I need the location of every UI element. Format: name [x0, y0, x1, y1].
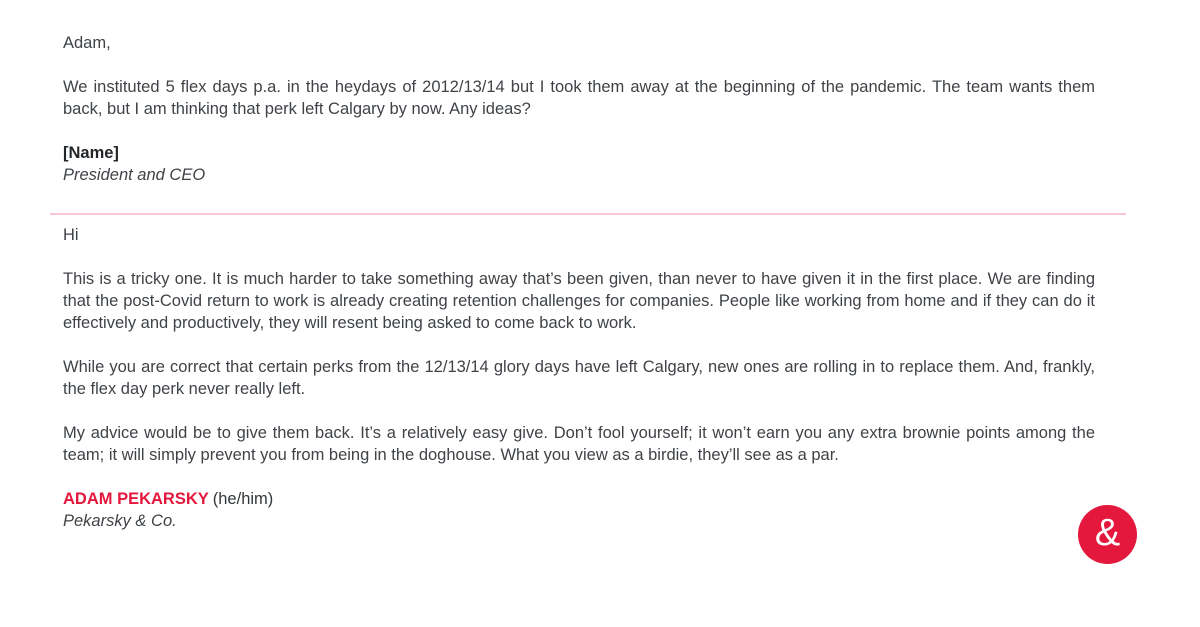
ampersand-logo — [1078, 505, 1137, 564]
inquiry-signature-title: President and CEO — [63, 166, 206, 184]
section-divider — [50, 213, 1126, 215]
inquiry-signature-name: [Name] — [63, 144, 119, 162]
reply-paragraph: My advice would be to give them back. It’s a relatively easy give. Don’t fool yourself; it won’t earn you any extra brownie points among the team; it will simply prevent you from being in the doghouse. What you view as a birdie, they’ll see as a par. — [63, 424, 1095, 464]
ampersand-icon: & — [1094, 511, 1121, 554]
reply-signature-row — [63, 488, 1095, 510]
reply-email — [63, 224, 1095, 532]
reply-signature-name: ADAM PEKARSKY — [63, 490, 209, 508]
reply-greeting: Hi — [63, 226, 79, 244]
reply-paragraph: This is a tricky one. It is much harder to take something away that’s been given, than never to have given it in the first place. We are finding that the post-Covid return to work is already creating retention challenges for companies. People like working from home and if they can do it effectively and productively, they will resent being asked to come back to work. — [63, 270, 1095, 332]
reply-company-name: Pekarsky & Co. — [63, 512, 177, 530]
inquiry-email — [63, 32, 1095, 186]
reply-signature-pronouns: (he/him) — [212, 490, 274, 508]
reply-paragraph: While you are correct that certain perks from the 12/13/14 glory days have left Calgary, new ones are rolling in to replace them. And, frankly, the flex day perk never really left. — [63, 358, 1095, 398]
inquiry-body: We instituted 5 flex days p.a. in the heydays of 2012/13/14 but I took them away at the beginning of the pandemic. The team wants them back, but I am thinking that perk left Calgary by now. Any ideas? — [63, 78, 1095, 118]
inquiry-greeting: Adam, — [63, 34, 111, 52]
